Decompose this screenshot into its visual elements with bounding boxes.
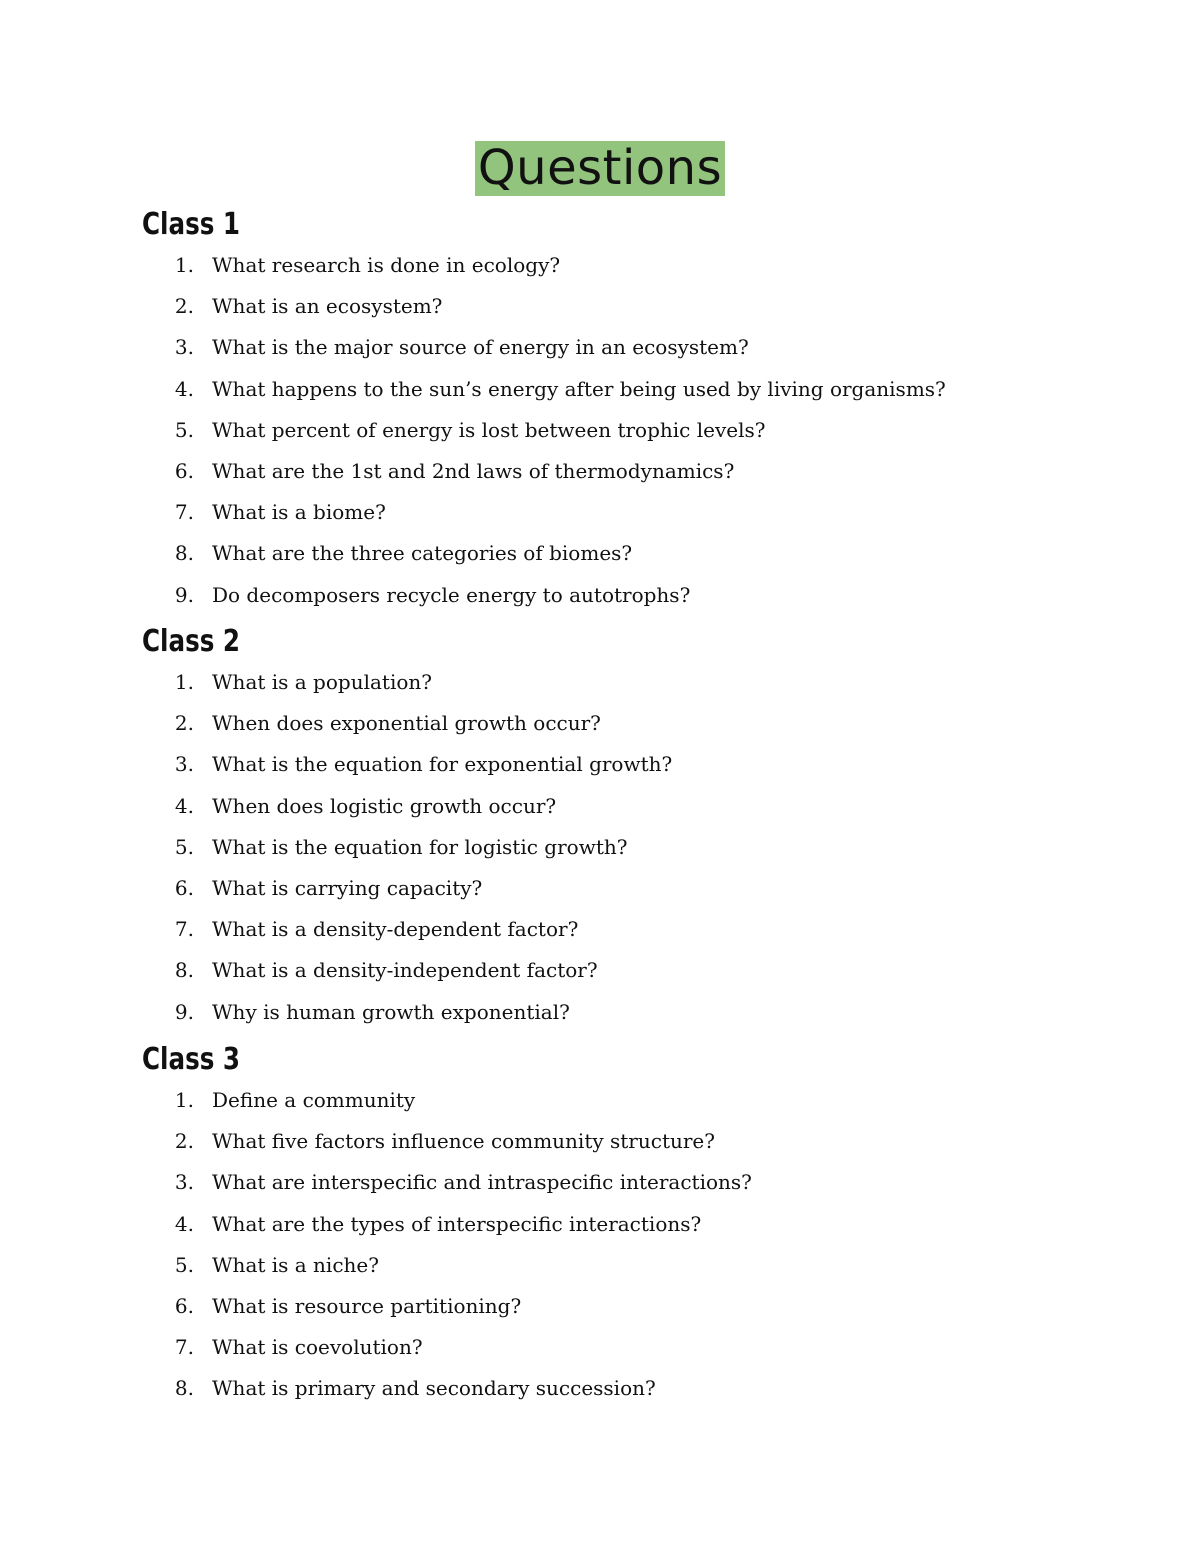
question-text: What is a density-dependent factor? — [212, 917, 579, 942]
question-text: What is resource partitioning? — [212, 1293, 522, 1318]
question-item — [142, 909, 1102, 950]
question-number: 3. — [174, 335, 194, 360]
question-item — [142, 369, 1102, 410]
question-text: Do decomposers recycle energy to autotrophs? — [212, 582, 691, 607]
question-number: 1. — [174, 1088, 194, 1112]
question-number: 4. — [174, 793, 194, 818]
question-number: 8. — [174, 541, 194, 566]
section-class-1 — [142, 205, 1102, 616]
section-heading: Class 2 — [142, 624, 241, 659]
question-item — [142, 1286, 1102, 1327]
question-item — [142, 1080, 1102, 1121]
question-text: What are the types of interspecific interactions? — [212, 1211, 702, 1236]
question-item — [142, 827, 1102, 868]
question-item — [142, 286, 1102, 327]
question-number: 9. — [174, 999, 194, 1024]
question-text: What is primary and secondary succession? — [212, 1376, 656, 1401]
question-text: What are the 1st and 2nd laws of thermodynamics? — [212, 458, 735, 483]
question-item — [142, 327, 1102, 368]
question-text: Define a community — [212, 1088, 416, 1112]
page-title: Questions — [475, 141, 725, 196]
question-item — [142, 410, 1102, 451]
question-number: 6. — [174, 875, 194, 900]
question-text: When does exponential growth occur? — [212, 711, 601, 736]
section-heading: Class 1 — [142, 207, 241, 242]
question-number: 4. — [174, 376, 194, 401]
question-item — [142, 744, 1102, 785]
question-item — [142, 575, 1102, 616]
question-text: What is a biome? — [212, 500, 386, 525]
question-number: 1. — [174, 670, 194, 694]
question-text: What research is done in ecology? — [212, 253, 561, 277]
question-number: 7. — [174, 917, 194, 942]
question-number: 7. — [174, 500, 194, 525]
question-item — [142, 245, 1102, 286]
question-text: What percent of energy is lost between trophic levels? — [212, 417, 766, 442]
question-item — [142, 703, 1102, 744]
question-item — [142, 451, 1102, 492]
question-text: What is carrying capacity? — [212, 875, 483, 900]
question-text: When does logistic growth occur? — [212, 793, 557, 818]
question-list — [142, 662, 1102, 1033]
question-text: What are the three categories of biomes? — [212, 541, 633, 566]
question-number: 2. — [174, 711, 194, 736]
question-item — [142, 1162, 1102, 1203]
question-item — [142, 868, 1102, 909]
question-number: 2. — [174, 294, 194, 319]
question-item — [142, 992, 1102, 1033]
question-text: What is the equation for exponential growth? — [212, 752, 673, 777]
question-number: 4. — [174, 1211, 194, 1236]
question-number: 6. — [174, 1293, 194, 1318]
question-text: What five factors influence community structure? — [212, 1129, 715, 1154]
question-item — [142, 533, 1102, 574]
question-text: Why is human growth exponential? — [212, 999, 570, 1024]
question-item — [142, 492, 1102, 533]
section-class-2 — [142, 622, 1102, 1033]
question-item — [142, 1327, 1102, 1368]
question-text: What is the equation for logistic growth? — [212, 834, 628, 859]
question-number: 3. — [174, 1170, 194, 1195]
question-text: What happens to the sun’s energy after being used by living organisms? — [212, 376, 946, 401]
question-text: What is a population? — [212, 670, 432, 694]
question-item — [142, 662, 1102, 703]
question-number: 8. — [174, 1376, 194, 1401]
question-number: 5. — [174, 417, 194, 442]
question-text: What is a niche? — [212, 1252, 379, 1277]
question-number: 3. — [174, 752, 194, 777]
question-text: What are interspecific and intraspecific interactions? — [212, 1170, 752, 1195]
question-text: What is a density-independent factor? — [212, 958, 598, 983]
section-class-3 — [142, 1040, 1102, 1410]
question-text: What is the major source of energy in an ecosystem? — [212, 335, 749, 360]
question-item — [142, 1368, 1102, 1409]
question-item — [142, 950, 1102, 991]
title-container — [0, 141, 1200, 196]
question-item — [142, 1245, 1102, 1286]
section-heading: Class 3 — [142, 1042, 241, 1077]
question-item — [142, 1204, 1102, 1245]
question-item — [142, 1121, 1102, 1162]
question-number: 8. — [174, 958, 194, 983]
question-item — [142, 786, 1102, 827]
question-number: 1. — [174, 253, 194, 277]
question-number: 2. — [174, 1129, 194, 1154]
question-number: 9. — [174, 582, 194, 607]
question-number: 6. — [174, 458, 194, 483]
question-list — [142, 1080, 1102, 1410]
question-number: 5. — [174, 834, 194, 859]
question-number: 7. — [174, 1335, 194, 1360]
question-number: 5. — [174, 1252, 194, 1277]
question-list — [142, 245, 1102, 616]
question-text: What is an ecosystem? — [212, 294, 443, 319]
question-text: What is coevolution? — [212, 1335, 423, 1360]
